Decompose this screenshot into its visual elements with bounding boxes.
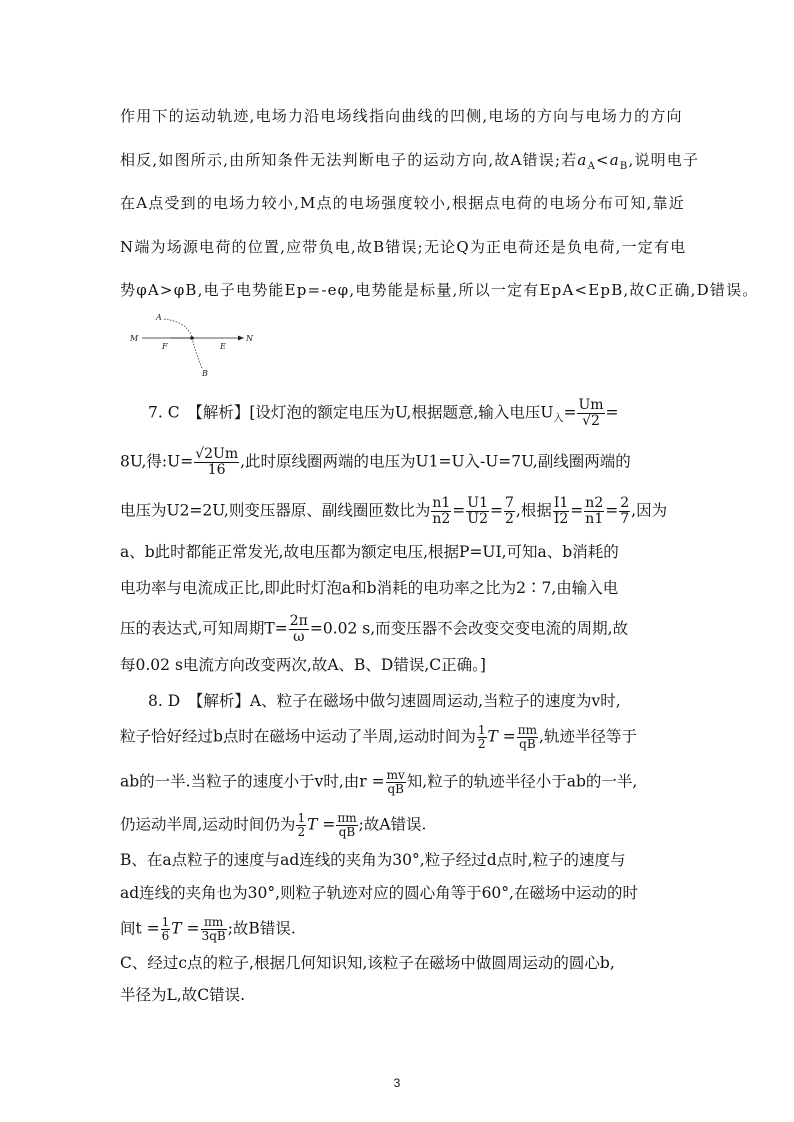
text-line: 8. D 【解析】A、粒子在磁场中做匀速圆周运动,当粒子的速度为v时, bbox=[148, 692, 621, 710]
text-line: C、经过c点的粒子,根据几何知识知,该粒子在磁场中做圆周运动的圆心b, bbox=[120, 954, 615, 972]
text-line: 粒子恰好经过b点时在磁场中运动了半周,运动时间为 $\frac{1}{2}$ T = $\frac{\pi m}{qB}$ ,轨迹半径等于 bbox=[120, 723, 637, 751]
text-line: 电功率与电流成正比,即此时灯泡a和b消耗的电功率之比为2∶7,由输入电 bbox=[120, 579, 619, 597]
text-line: 7. C 【解析】[设灯泡的额定电压为U,根据题意,输入电压$U_入=$ $\frac{Um}{√2}$ = bbox=[148, 397, 619, 429]
text-line: 仍运动半周,运动时间仍为 $\frac{1}{2}$ T = $\frac{\pi m}{qB}$ ;故A错误. bbox=[120, 811, 427, 839]
fraction: $\frac{\pi m}{qB}$ bbox=[337, 811, 357, 839]
text-line: 每0.02 s电流方向改变两次,故A、B、D错误,C正确。] bbox=[120, 656, 486, 674]
fraction: $\frac{I1}{I2}$ bbox=[553, 495, 569, 527]
label-f: F bbox=[162, 342, 168, 351]
text-line: N端为场源电荷的位置,应带负电,故B错误;无论Q为正电荷还是负电荷,一定有电 bbox=[120, 238, 687, 256]
fraction: $\frac{mv}{qB}$ bbox=[386, 768, 405, 796]
fraction: $\frac{√2Um}{16}$ bbox=[195, 446, 239, 478]
text-line: 8U,得:U= $\frac{√2Um}{16}$ ,此时原线圈两端的电压为U1=U入-U=7U,副线圈两端的 bbox=[120, 446, 631, 478]
fraction: $\frac{n2}{n1}$ bbox=[585, 495, 604, 527]
page-number: 3 bbox=[393, 1076, 401, 1090]
electric-field-diagram bbox=[120, 308, 260, 380]
text-line: 压的表达式,可知周期T= $\frac{2\pi}{\omega}$ =0.02 s,而变压器不会改变交变电流的周期,故 bbox=[120, 613, 629, 645]
label-a: A bbox=[156, 313, 162, 322]
fraction: $\frac{2}{7}$ bbox=[620, 495, 630, 527]
text-line: a、b此时都能正常发光,故电压都为额定电压,根据P=UI,可知a、b消耗的 bbox=[120, 543, 619, 561]
fraction: $\frac{Um}{√2}$ bbox=[578, 397, 604, 429]
text-line: 间t = $\frac{1}{6}$ T = $\frac{\pi m}{3qB}$ ;故B错误. bbox=[120, 915, 296, 943]
text-line: 相反,如图所示,由所知条件无法判断电子的运动方向,故A错误;若$a_A<a_B$,说明电子 bbox=[120, 151, 700, 172]
field-arrowhead bbox=[238, 336, 244, 341]
text-line: ab的一半.当粒子的速度小于v时,由r = $\frac{mv}{qB}$ 知,粒子的轨迹半径小于ab的一半, bbox=[120, 768, 638, 796]
fraction: $\frac{2\pi}{\omega}$ bbox=[289, 613, 308, 645]
fraction: $\frac{U1}{U2}$ bbox=[467, 495, 488, 527]
label-m: M bbox=[130, 334, 139, 343]
text-line: ad连线的夹角也为30°,则粒子轨迹对应的圆心角等于60°,在磁场中运动的时 bbox=[120, 884, 638, 902]
fraction: $\frac{\pi m}{qB}$ bbox=[517, 723, 538, 751]
label-e: E bbox=[220, 342, 226, 351]
fraction: $\frac{n1}{n2}$ bbox=[432, 495, 451, 527]
text-line: 作用下的运动轨迹,电场力沿电场线指向曲线的凹侧,电场的方向与电场力的方向 bbox=[120, 107, 683, 125]
text-line: 电压为U2=2U,则变压器原、副线圈匝数比为 $\frac{n1}{n2}$ = $\frac{U1}{U2}$ = $\frac{7}{2}$ ,根据 $\frac{I1}{I2}$ = $\frac{n2}{n1}$ = $\frac{2}{7}$ ,因为 bbox=[120, 495, 668, 527]
text-line: 半径为L,故C错误. bbox=[120, 986, 246, 1004]
fraction: $\frac{1}{2}$ bbox=[477, 723, 486, 751]
text-line: B、在a点粒子的速度与ad连线的夹角为30°,粒子经过d点时,粒子的速度与 bbox=[120, 851, 626, 869]
text-line: 势φA>φB,电子电势能Ep=-eφ,电势能是标量,所以一定有EpA<EpB,故C正确,D错误。 bbox=[120, 281, 759, 299]
fraction: $\frac{7}{2}$ bbox=[505, 495, 514, 527]
label-n: N bbox=[246, 334, 253, 343]
label-b: B bbox=[202, 369, 208, 378]
fraction: $\frac{1}{6}$ bbox=[161, 915, 170, 943]
fraction: $\frac{1}{2}$ bbox=[297, 811, 306, 839]
text-line: 在A点受到的电场力较小,M点的电场强度较小,根据点电荷的电场分布可知,靠近 bbox=[120, 194, 685, 212]
trajectory-curve bbox=[164, 319, 202, 368]
fraction: $\frac{\pi m}{3qB}$ bbox=[201, 915, 226, 943]
